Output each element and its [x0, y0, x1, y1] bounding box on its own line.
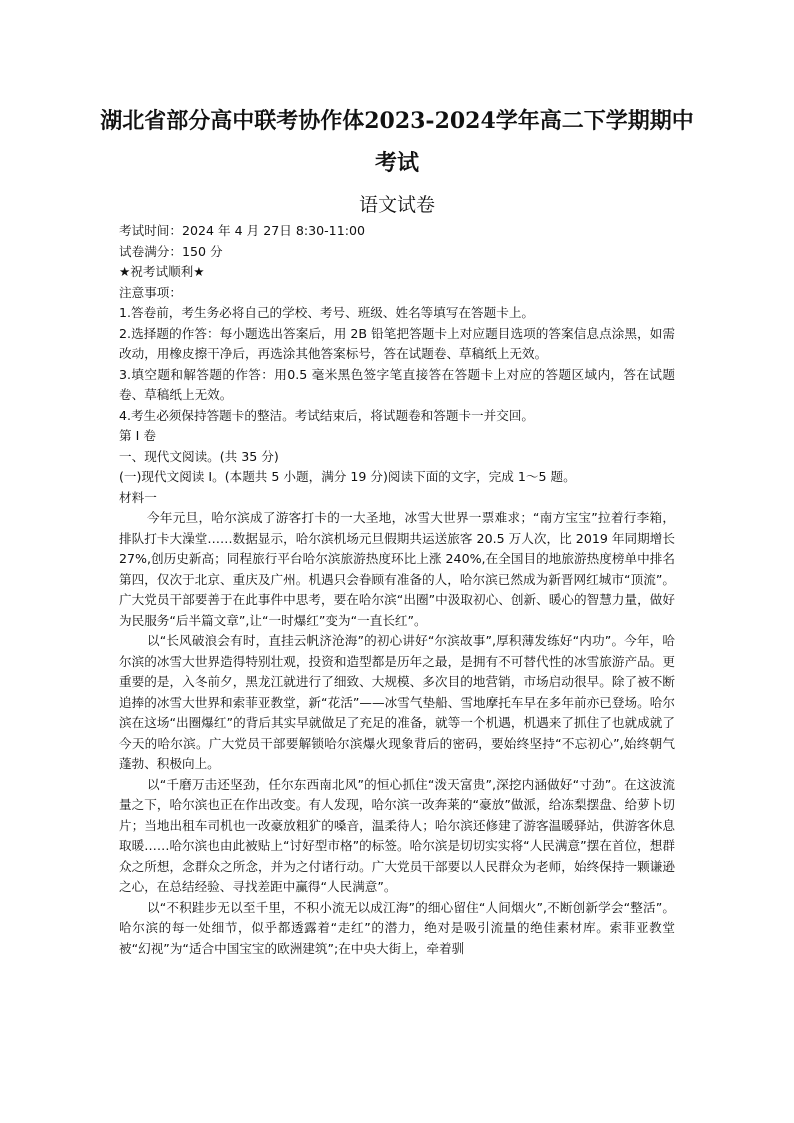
note-item: 4.考生必须保持答题卡的整洁。考试结束后，将试题卷和答题卡一并交回。	[119, 407, 535, 423]
full-score: 试卷满分：150 分	[119, 243, 223, 259]
part-heading: 一、现代文阅读。(共 35 分)	[119, 448, 279, 464]
volume-label: 第 I 卷	[119, 428, 156, 443]
article-paragraph: 今年元旦，哈尔滨成了游客打卡的一大圣地，冰雪大世界一票难求；“南方宝宝”拉着行李箱，排队打卡大澡堂……数据显示，哈尔滨机场元旦假期共运送旅客 20.5 万人次，比 2019 年同期增长 27%,创历史新高；同程旅行平台哈尔滨旅游热度环比上涨 240%,在全国目的地旅游热度榜单中排名第四，仅次于北京、重庆及广州。机遇只会眷顾有准备的人，哈尔滨已然成为新晋网红城市“顶流”。广大党员干部要善于在此事件中思考，要在哈尔滨“出圈”中汲取初心、创新、暖心的智慧力量，做好为民服务“后半篇文章”,让“一时爆红”变为“一直长红”。	[119, 510, 675, 628]
note-item: 2.选择题的作答：每小题选出答案后，用 2B 铅笔把答题卡上对应题目选项的答案信息点涂黑，如需改动，用橡皮擦干净后，再选涂其他答案标号，答在试题卷、草稿纸上无效。	[119, 325, 675, 361]
exam-body	[119, 221, 675, 959]
article-paragraph: 以“不积跬步无以至千里，不积小流无以成江海”的细心留住“人间烟火”,不断创新学会“整活”。哈尔滨的每一处细节，似乎都透露着“走红”的潜力，绝对是吸引流量的绝佳素材库。索菲亚教堂被“幻视”为“适合中国宝宝的欧洲建筑”;在中央大街上，牵着驯	[119, 899, 675, 956]
note-item: 1.答卷前，考生务必将自己的学校、考号、班级、姓名等填写在答题卡上。	[119, 305, 535, 320]
notes-heading: 注意事项：	[119, 284, 182, 300]
exam-title-line2: 考试	[374, 150, 419, 176]
article-paragraph: 以“长风破浪会有时，直挂云帆济沧海”的初心讲好“尔滨故事”,厚积薄发练好“内功”。今年，哈尔滨的冰雪大世界造得特别壮观，投资和造型都是历年之最，是拥有不可替代性的冰雪旅游产品。更重要的是，入冬前夕，黑龙江就进行了细致、大规模、多次目的地营销，市场启动很早。除了被不断追捧的冰雪大世界和索菲亚教堂，新“花活”——冰雪气垫船、雪地摩托车早在多年前亦已登场。哈尔滨在这场“出圈爆红”的背后其实早就做足了充足的准备，就等一个机遇，机遇来了抓住了也就成就了今天的哈尔滨。广大党员干部要解锁哈尔滨爆火现象背后的密码，要始终坚持“不忘初心”,始终朝气蓬勃、积极向上。	[119, 633, 675, 771]
note-item: 3.填空题和解答题的作答：用0.5 毫米黑色签字笔直接答在答题卡上对应的答题区域内，答在试题卷、草稿纸上无效。	[119, 366, 675, 402]
subsection-heading: (一)现代文阅读 I。(本题共 5 小题，满分 19 分)阅读下面的文字，完成 1～5 题。	[119, 469, 576, 484]
exam-title-line1: 湖北省部分高中联考协作体2023-2024学年高二下学期期中	[100, 108, 694, 134]
exam-subtitle: 语文试卷	[358, 194, 435, 216]
article-paragraph: 以“千磨万击还坚劲，任尔东西南北风”的恒心抓住“泼天富贵”,深挖内涵做好“寸劲”。在这波流量之下，哈尔滨也正在作出改变。有人发现，哈尔滨一改奔莱的“豪放”做派，给冻梨摆盘、给萝卜切片；当地出租车司机也一改豪放粗犷的嗓音，温柔待人；哈尔滨还修建了游客温暖驿站，供游客休息取暖……哈尔滨也由此被贴上“讨好型市格”的标签。哈尔滨是切切实实将“人民满意”摆在首位，想群众之所想，念群众之所念，并为之付诸行动。广大党员干部要以人民群众为老师，始终保持一颗谦逊之心，在总结经验、寻找差距中赢得“人民满意”。	[119, 776, 675, 894]
material-label: 材料一	[119, 489, 157, 505]
exam-time: 考试时间：2024 年 4 月 27日 8:30-11:00	[119, 223, 365, 238]
good-luck-wish: ★祝考试顺利★	[119, 264, 205, 279]
